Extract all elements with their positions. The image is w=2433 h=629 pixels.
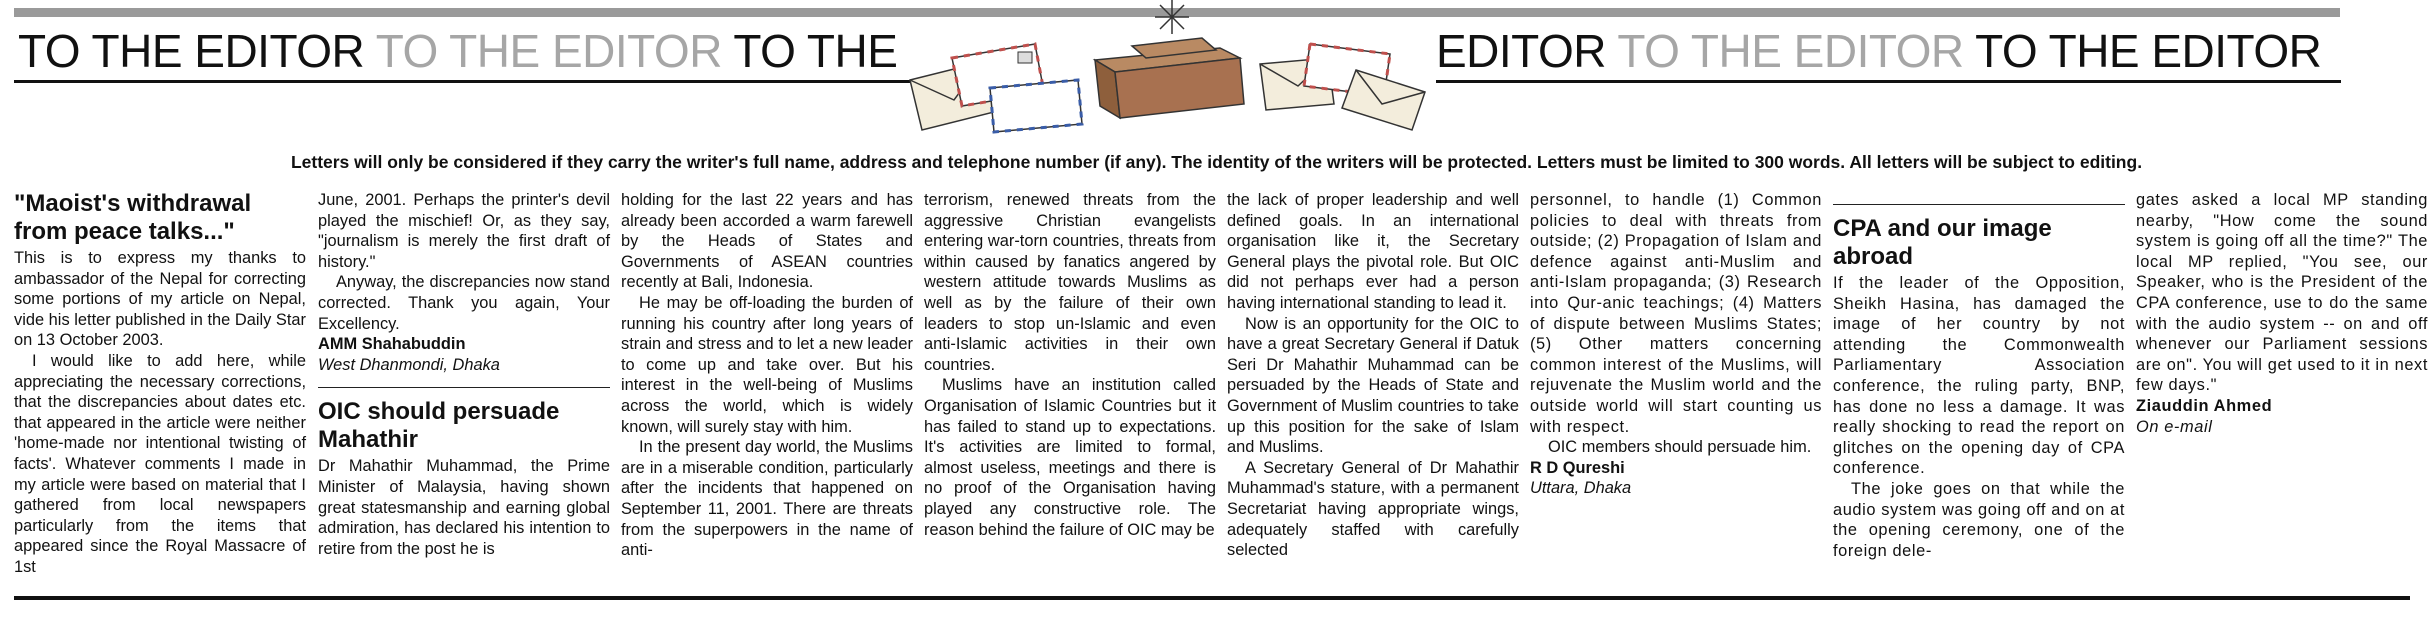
letter-paragraph: If the leader of the Opposition, Sheikh Hasina, has damaged the image of her country by not attending the Commonwealth Parliamentary Association conference, the ruling party, BNP, has done no less a damage. It was really shocking to read the report on glitches on the opening day of CPA conference. [1833, 274, 2125, 478]
letter-divider [318, 387, 610, 388]
letter-paragraph: gates asked a local MP standing nearby, "How come the sound system is going off all the time?" The local MP replied, "You see, our Speaker, who is the President of the CPA conference, use to do the same with the audio system -- on and off whenever our Parliament sessions are on". You will get used to it in next few days." [2136, 191, 2428, 395]
column-4 [924, 190, 1216, 540]
letter-paragraph: This is to express my thanks to ambassador of the Nepal for correcting some portions of my article on Nepal, vide his letter published in the Daily Star on 13 October 2003. [14, 249, 306, 350]
letter-paragraph: the lack of proper leadership and well defined goals. In an international organisation like it, the Secretary General plays the pivotal role. But OIC did not perhaps ever had a person having international standing to lead it. [1227, 191, 1519, 312]
letter-paragraph: June, 2001. Perhaps the printer's devil played the mischief! Or, as they say, "journalism is merely the first draft of history." [318, 191, 610, 271]
page-bottom-rule [14, 596, 2410, 600]
letter-paragraph: holding for the last 22 years and has already been accorded a warm farewell by the Heads of States and Governments of ASEAN countries recently at Bali, Indonesia. [621, 191, 913, 292]
submission-notice: Letters will only be considered if they carry the writer's full name, address and telephone number (if any). The identity of the writers will be protected. Letters must be limited to 300 words. All letters will be subject to editing. [290, 152, 2143, 172]
masthead-text: TO THE EDITOR [18, 25, 365, 77]
letter-paragraph: Muslims have an institution called Organisation of Islamic Countries but it has failed to stand up to expectations. It's activities are limited to formal, almost useless, meetings and there is no proof of the Organisation having played any constructive role. The reason behind the failure of OIC may be [924, 376, 1216, 539]
masthead-right [1436, 24, 2321, 78]
column-8 [2136, 190, 2428, 437]
masthead-underline-right [1436, 80, 2341, 83]
letter-paragraph: The joke goes on that while the audio system was going off and on at the opening ceremony, one of the foreign dele- [1833, 479, 2125, 560]
letter-paragraph: OIC members should persuade him. [1548, 438, 1812, 457]
letter-paragraph: personnel, to handle (1) Common policies to deal with threats from outside; (2) Propagation of Islam and defence against anti-Muslim and anti-Islam propaganda; (3) Research into Qur-anic teachings; (4) Matters of dispute between Muslims States; (5) Other matters concerning common interest of the Muslims, will rejuvenate the Muslim world and the outside world will start counting us with respect. [1530, 191, 1822, 436]
masthead-text-grey: TO THE EDITOR [375, 25, 722, 77]
letter-author: AMM Shahabuddin [318, 335, 466, 354]
column-3 [621, 190, 913, 561]
column-5 [1227, 190, 1519, 561]
letter-paragraph: terrorism, renewed threats from the aggressive Christian evangelists entering war-torn countries, threats from within caused by fanatics angered by western attitude towards Muslims as well as by the failure of their own leaders to stop un-Islamic and even anti-Islamic activities in their own countries. [924, 191, 1216, 374]
parcel-icon [1095, 38, 1244, 118]
masthead-text: EDITOR [1436, 25, 1606, 77]
column-6 [1530, 190, 1822, 499]
column-2 [318, 190, 610, 559]
column-7 [1833, 190, 2125, 561]
masthead-underline-left [14, 80, 944, 83]
masthead-left [18, 24, 897, 78]
airmail-envelope-icon [990, 80, 1082, 132]
letter-paragraph: Anyway, the discrepancies now stand corrected. Thank you again, Your Excellency. [318, 273, 610, 333]
sparkle-icon [1155, 0, 1189, 34]
letter-location: On e-mail [2136, 417, 2213, 436]
letter-location: Uttara, Dhaka [1530, 479, 1632, 498]
letter-paragraph: Now is an opportunity for the OIC to have a great Secretary General if Datuk Seri Dr Mahathir Muhammad can be persuaded by the Heads of State and Government of Muslim countries to take up this position for the sake of Islam and Muslims. [1227, 314, 1519, 457]
letter-paragraph: A Secretary General of Dr Mahathir Muhammad's stature, with a permanent Secretariat having appropriate wings, adequately staffed with carefully selected [1227, 458, 1519, 560]
letter-paragraph: I would like to add here, while appreciating the necessary corrections, that the discrepancies about dates etc. that appeared in the article were neither 'home-made nor intentional twisting of facts'. Whatever comments I made in my article were based on material that I gathered from local newspapers particularly from the items that appeared since the Royal Massacre of 1st [14, 351, 306, 576]
envelopes-illustration [890, 0, 1450, 135]
letter-paragraph: In the present day world, the Muslims are in a miserable condition, particularly after the incidents that happened on September 11, 2001. There are threats from the superpowers in the name of anti- [621, 438, 913, 560]
masthead-text: TO THE EDITOR [1975, 25, 2322, 77]
column-1 [14, 190, 306, 578]
letter-location: West Dhanmondi, Dhaka [318, 355, 500, 374]
letter-title: CPA and our image abroad [1833, 215, 2052, 270]
masthead-text-grey: TO THE EDITOR [1617, 25, 1964, 77]
letter-title: "Maoist's withdrawal from peace talks..." [14, 190, 252, 245]
letter-paragraph: Dr Mahathir Muhammad, the Prime Minister of Malaysia, having shown great statesmanship and earning global admiration, has declared his intention to retire from the post he is [318, 457, 610, 558]
envelope-icon [1342, 70, 1425, 130]
letter-author: R D Qureshi [1530, 458, 1625, 477]
letter-paragraph: He may be off-loading the burden of running his country after long years of strain and stress and to let a new leader to come up and take over. But his interest in the well-being of Muslims across the world, which is widely known, will surely stay with him. [621, 293, 913, 436]
letter-author: Ziauddin Ahmed [2136, 396, 2273, 415]
letter-title: OIC should persuade Mahathir [318, 398, 560, 454]
letter-divider [1833, 204, 2125, 205]
masthead-text: TO THE [733, 25, 898, 77]
